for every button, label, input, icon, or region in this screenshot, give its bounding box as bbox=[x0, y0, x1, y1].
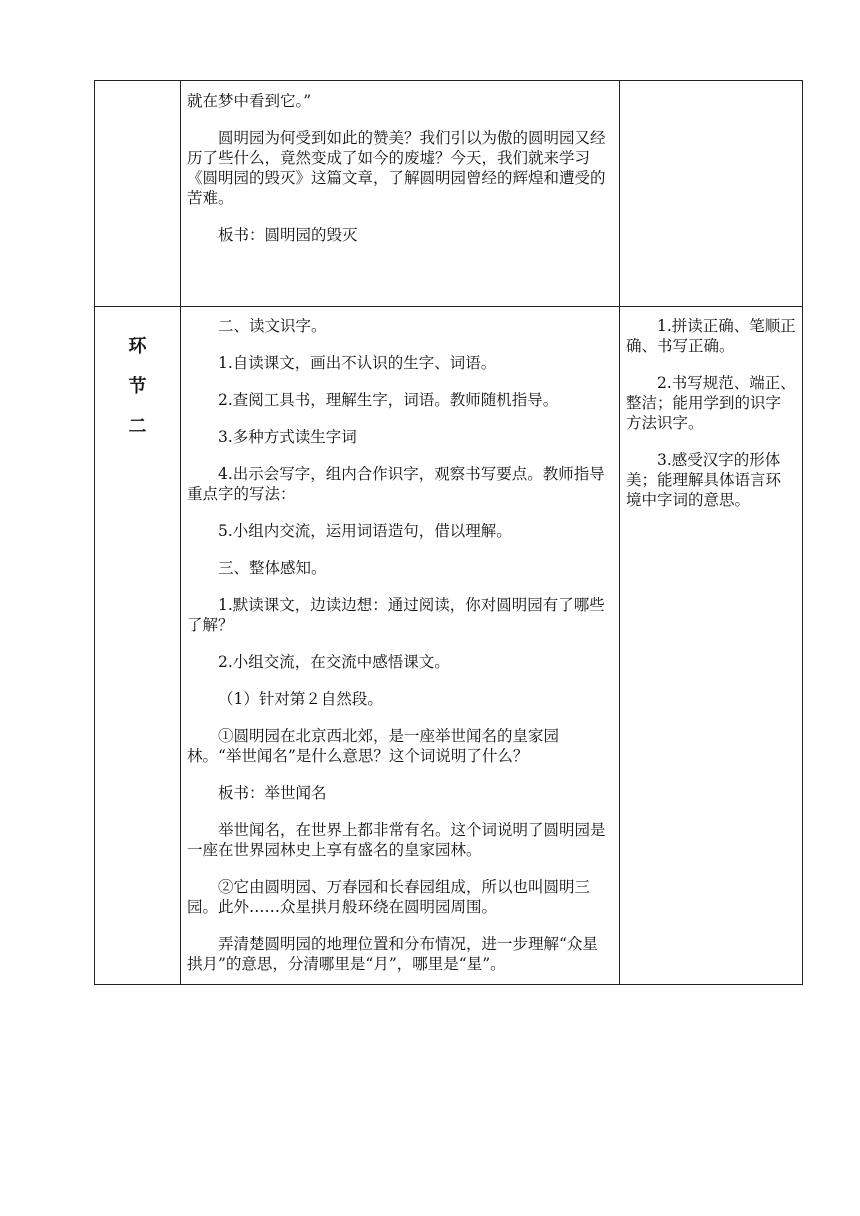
paragraph: ①圆明园在北京西北郊，是一座举世闻名的皇家园林。“举世闻名”是什么意思？这个词说明了什么？ bbox=[187, 727, 560, 765]
stage-cell-empty bbox=[95, 81, 181, 307]
paragraph: 2.小组交流，在交流中感悟课文。 bbox=[218, 653, 450, 671]
stage-char: 环 bbox=[128, 336, 147, 357]
paragraph: ②它由圆明园、万春园和长春园组成，所以也叫圆明三园。此外……众星拱月般环绕在圆明园周围。 bbox=[187, 878, 591, 916]
goal-item: 1.拼读正确、笔顺正确、书写正确。 bbox=[626, 317, 796, 355]
paragraph: 板书：举世闻名 bbox=[218, 784, 327, 802]
stage-char: 二 bbox=[128, 416, 147, 437]
stage-char: 节 bbox=[128, 376, 147, 397]
paragraph: 4.出示会写字，组内合作识字，观察书写要点。教师指导重点字的写法： bbox=[187, 465, 605, 503]
goal-item: 3.感受汉字的形体美；能理解具体语言环境中字词的意思。 bbox=[626, 451, 782, 509]
paragraph: （1）针对第２自然段。 bbox=[218, 690, 383, 708]
stage-label bbox=[95, 327, 180, 447]
paragraph: 二、读文识字。 bbox=[218, 317, 327, 335]
content-cell bbox=[181, 307, 620, 985]
paragraph: 3.多种方式读生字词 bbox=[218, 428, 357, 446]
paragraph: 2.查阅工具书，理解生字，词语。教师随机指导。 bbox=[218, 391, 559, 409]
content-cell bbox=[181, 81, 620, 307]
stage-cell bbox=[95, 307, 181, 985]
paragraph: 举世闻名，在世界上都非常有名。这个词说明了圆明园是一座在世界园林史上享有盛名的皇家园林。 bbox=[187, 821, 606, 859]
goal-item: 2.书写规范、端正、整洁；能用学到的识字方法识字。 bbox=[626, 374, 796, 432]
paragraph: 1.自读课文，画出不认识的生字、词语。 bbox=[218, 354, 497, 372]
goals-cell-empty bbox=[620, 81, 803, 307]
paragraph: 1.默读课文，边读边想：通过阅读，你对圆明园有了哪些了解？ bbox=[187, 596, 605, 634]
goals-cell bbox=[620, 307, 803, 985]
paragraph: 三、整体感知。 bbox=[218, 559, 327, 577]
paragraph: 板书：圆明园的毁灭 bbox=[218, 226, 358, 244]
paragraph: 5.小组内交流，运用词语造句，借以理解。 bbox=[218, 522, 512, 540]
paragraph: 就在梦中看到它。” bbox=[187, 92, 312, 110]
lesson-plan-table bbox=[94, 80, 803, 985]
table-row bbox=[95, 81, 803, 307]
table-row bbox=[95, 307, 803, 985]
paragraph: 弄清楚圆明园的地理位置和分布情况，进一步理解“众星拱月”的意思，分清哪里是“月”，哪里是“星”。 bbox=[187, 935, 598, 973]
paragraph: 圆明园为何受到如此的赞美？我们引以为傲的圆明园又经历了些什么，竟然变成了如今的废墟？今天，我们就来学习《圆明园的毁灭》这篇文章，了解圆明园曾经的辉煌和遭受的苦难。 bbox=[187, 129, 606, 207]
